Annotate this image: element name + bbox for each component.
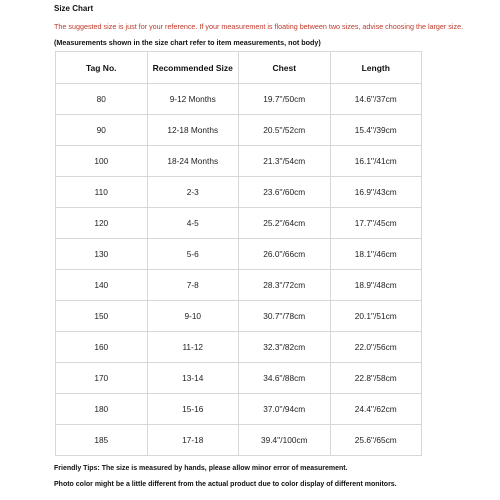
table-row: [56, 84, 422, 115]
cell-tag-no: 130: [56, 239, 148, 270]
cell-tag-no: 160: [56, 332, 148, 363]
cell-tag-no: 80: [56, 84, 148, 115]
cell-tag-no: 180: [56, 394, 148, 425]
cell-tag-no: 150: [56, 301, 148, 332]
cell-tag-no: 120: [56, 208, 148, 239]
table-row: [56, 332, 422, 363]
cell-chest: 28.3''/72cm: [239, 270, 331, 301]
cell-length: 20.1''/51cm: [330, 301, 422, 332]
cell-recommended-size: 9-10: [147, 301, 239, 332]
cell-length: 15.4''/39cm: [330, 115, 422, 146]
cell-length: 16.9''/43cm: [330, 177, 422, 208]
cell-length: 22.8''/58cm: [330, 363, 422, 394]
cell-recommended-size: 12-18 Months: [147, 115, 239, 146]
cell-tag-no: 170: [56, 363, 148, 394]
cell-length: 24.4''/62cm: [330, 394, 422, 425]
cell-tag-no: 140: [56, 270, 148, 301]
table-row: [56, 363, 422, 394]
cell-recommended-size: 11-12: [147, 332, 239, 363]
table-header-row: [56, 52, 422, 84]
cell-recommended-size: 13-14: [147, 363, 239, 394]
cell-length: 18.1''/46cm: [330, 239, 422, 270]
cell-length: 16.1''/41cm: [330, 146, 422, 177]
cell-recommended-size: 15-16: [147, 394, 239, 425]
size-table: [55, 51, 422, 456]
cell-chest: 26.0''/66cm: [239, 239, 331, 270]
cell-length: 18.9''/48cm: [330, 270, 422, 301]
table-row: [56, 425, 422, 456]
table-row: [56, 270, 422, 301]
cell-recommended-size: 7-8: [147, 270, 239, 301]
table-row: [56, 239, 422, 270]
cell-recommended-size: 4-5: [147, 208, 239, 239]
cell-length: 25.6''/65cm: [330, 425, 422, 456]
header-tag-no: Tag No.: [56, 52, 148, 84]
cell-chest: 39.4''/100cm: [239, 425, 331, 456]
cell-tag-no: 100: [56, 146, 148, 177]
cell-length: 14.6''/37cm: [330, 84, 422, 115]
table-body: [56, 84, 422, 456]
cell-chest: 34.6''/88cm: [239, 363, 331, 394]
cell-recommended-size: 5-6: [147, 239, 239, 270]
table-row: [56, 208, 422, 239]
cell-tag-no: 185: [56, 425, 148, 456]
cell-tag-no: 90: [56, 115, 148, 146]
table-row: [56, 394, 422, 425]
cell-recommended-size: 2-3: [147, 177, 239, 208]
header-length: Length: [330, 52, 422, 84]
cell-chest: 30.7''/78cm: [239, 301, 331, 332]
table-row: [56, 115, 422, 146]
size-advice-note: The suggested size is just for your reference. If your measurement is floating between two sizes, advise choosing the larger size.: [54, 22, 464, 31]
header-recommended-size: Recommended Size: [147, 52, 239, 84]
cell-recommended-size: 18-24 Months: [147, 146, 239, 177]
cell-tag-no: 110: [56, 177, 148, 208]
cell-chest: 19.7''/50cm: [239, 84, 331, 115]
cell-length: 22.0''/56cm: [330, 332, 422, 363]
cell-chest: 20.5''/52cm: [239, 115, 331, 146]
friendly-tip: Friendly Tips: The size is measured by hands, please allow minor error of measurement.: [54, 465, 348, 472]
table-row: [56, 177, 422, 208]
cell-length: 17.7''/45cm: [330, 208, 422, 239]
cell-chest: 25.2''/64cm: [239, 208, 331, 239]
cell-chest: 37.0''/94cm: [239, 394, 331, 425]
cell-chest: 23.6''/60cm: [239, 177, 331, 208]
size-chart-title: Size Chart: [54, 4, 94, 13]
table-row: [56, 146, 422, 177]
cell-chest: 21.3''/54cm: [239, 146, 331, 177]
cell-recommended-size: 9-12 Months: [147, 84, 239, 115]
cell-recommended-size: 17-18: [147, 425, 239, 456]
measurement-note: (Measurements shown in the size chart refer to item measurements, not body): [54, 38, 321, 47]
header-chest: Chest: [239, 52, 331, 84]
cell-chest: 32.3''/82cm: [239, 332, 331, 363]
table-row: [56, 301, 422, 332]
color-tip: Photo color might be a little different from the actual product due to color display of different monitors.: [54, 481, 397, 488]
